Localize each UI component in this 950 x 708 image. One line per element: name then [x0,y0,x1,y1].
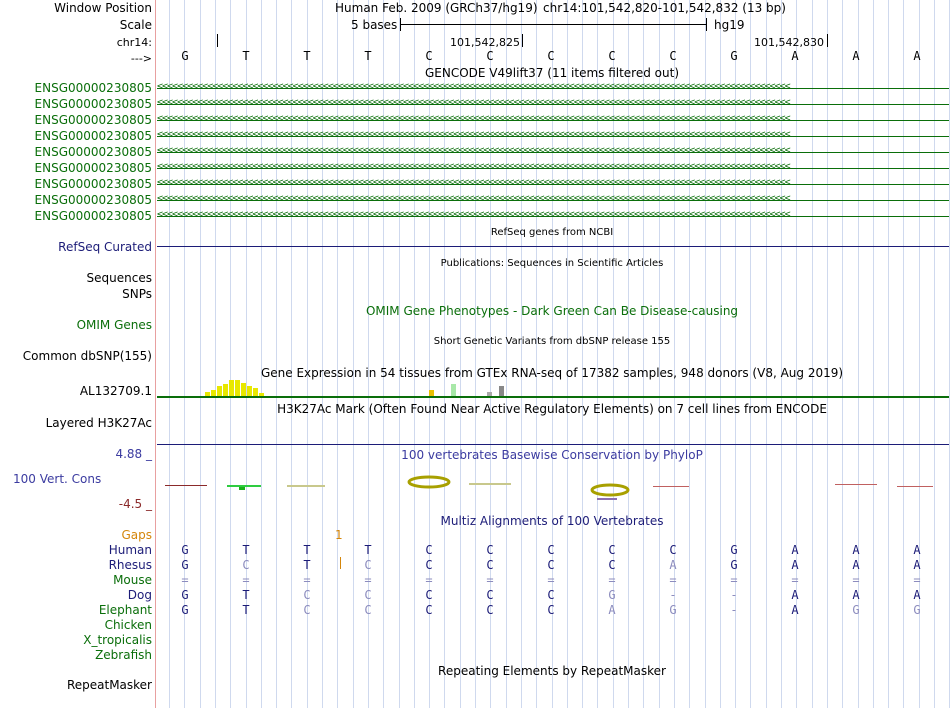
repeatmasker-track-title: Repeating Elements by RepeatMasker [438,664,666,678]
alignment-base: = [791,573,799,587]
gtex-track-title: Gene Expression in 54 tissues from GTEx RNA-seq of 17382 samples, 948 donors (V8, Aug 2019) [260,366,844,380]
alignment-base: A [913,588,921,602]
phylop-conservation-plot[interactable] [157,472,949,506]
alignment-base: C [486,543,494,557]
alignment-base: = [730,573,738,587]
gtex-tissue-bar[interactable] [229,380,234,396]
strand-direction-arrows: <<<<<<<<<<<<<<<<<<<<<<<<<<<<<<<<<<<<<<<<<<<<<<<<<<<<<<<<<<<<<<<<<<<<<<<<<<<<<<<<<<<<<<<<<<<<<<<<<<<<<<<<<<<<<<<<<<<<<<<<<<<<<< [157,163,790,172]
gencode-gene-feature[interactable] [157,211,949,223]
scale-bar [400,24,706,25]
species-label-zebrafish[interactable]: Zebrafish [95,648,152,662]
alignment-base: C [669,543,677,557]
omim-track-title: OMIM Gene Phenotypes - Dark Green Can Be Disease-causing [365,304,739,318]
ruler-tick-2 [522,34,523,47]
alignment-base: A [913,543,921,557]
alignment-base: A [791,558,799,572]
alignment-base: T [242,603,250,617]
alignment-base: C [608,558,616,572]
ref-base: C [425,49,433,63]
publications-track-title: Publications: Sequences in Scientific Articles [440,258,664,269]
alignment-base: G [181,588,189,602]
alignment-base: C [303,588,311,602]
alignment-base: - [730,603,738,617]
omim-genes-label[interactable]: OMIM Genes [76,318,152,332]
alignment-base: C [547,558,555,572]
alignment-base: G [730,558,738,572]
scale-bar-right-tick [706,18,707,31]
strand-direction-arrows: <<<<<<<<<<<<<<<<<<<<<<<<<<<<<<<<<<<<<<<<<<<<<<<<<<<<<<<<<<<<<<<<<<<<<<<<<<<<<<<<<<<<<<<<<<<<<<<<<<<<<<<<<<<<<<<<<<<<<<<<<<<<<< [157,195,790,204]
gencode-gene-label[interactable]: ENSG00000230805 [34,97,152,111]
alignment-base: C [364,558,372,572]
refseq-gene-line[interactable] [157,246,949,247]
h3k27ac-baseline [157,444,949,445]
gencode-gene-feature[interactable] [157,163,949,175]
gencode-gene-feature[interactable] [157,179,949,191]
phylop-mark [469,483,511,485]
gencode-gene-label[interactable]: ENSG00000230805 [34,209,152,223]
strand-direction-arrows: <<<<<<<<<<<<<<<<<<<<<<<<<<<<<<<<<<<<<<<<<<<<<<<<<<<<<<<<<<<<<<<<<<<<<<<<<<<<<<<<<<<<<<<<<<<<<<<<<<<<<<<<<<<<<<<<<<<<<<<<<<<<<< [157,179,790,188]
gtex-gene-line [157,396,949,398]
alignment-base: C [547,588,555,602]
alignment-base: C [425,558,433,572]
alignment-base: C [303,603,311,617]
gtex-tissue-bar[interactable] [247,386,252,396]
alignment-base: A [852,543,860,557]
phylop-mark [165,485,207,486]
gencode-gene-label[interactable]: ENSG00000230805 [34,113,152,127]
alignment-base: A [791,588,799,602]
window-position-label: Window Position [54,1,152,15]
species-label-human[interactable]: Human [108,543,152,557]
ref-base: T [242,49,250,63]
sequences-label[interactable]: Sequences [86,271,152,285]
alignment-base: T [364,543,372,557]
dbsnp-track-title: Short Genetic Variants from dbSNP release 155 [433,336,671,347]
phylop-min-value: -4.5 _ [118,497,152,511]
gtex-tissue-bar[interactable] [223,384,228,396]
alignment-base: = [242,573,250,587]
alignment-base: A [791,603,799,617]
gencode-track-title: GENCODE V49lift37 (11 items filtered out) [424,66,680,80]
gencode-gene-feature[interactable] [157,99,949,111]
strand-label: ---> [130,52,152,65]
alignment-base: G [181,603,189,617]
gtex-expression-chart[interactable] [157,378,949,396]
phylop-mark [597,498,617,500]
ruler-tick-1 [217,34,218,47]
strand-direction-arrows: <<<<<<<<<<<<<<<<<<<<<<<<<<<<<<<<<<<<<<<<<<<<<<<<<<<<<<<<<<<<<<<<<<<<<<<<<<<<<<<<<<<<<<<<<<<<<<<<<<<<<<<<<<<<<<<<<<<<<<<<<<<<<< [157,99,790,108]
alignment-base: A [669,558,677,572]
multiz-track-title: Multiz Alignments of 100 Vertebrates [440,514,664,528]
ruler-coord-1: 101,542,825 [450,36,520,49]
alignment-base: = [913,573,921,587]
chrom-label: chr14: [116,36,152,49]
alignment-base: = [547,573,555,587]
ref-base: A [852,49,860,63]
strand-direction-arrows: <<<<<<<<<<<<<<<<<<<<<<<<<<<<<<<<<<<<<<<<<<<<<<<<<<<<<<<<<<<<<<<<<<<<<<<<<<<<<<<<<<<<<<<<<<<<<<<<<<<<<<<<<<<<<<<<<<<<<<<<<<<<<< [157,115,790,124]
alignment-base: C [486,558,494,572]
species-label-chicken[interactable]: Chicken [104,618,152,632]
scale-label: Scale [119,18,152,32]
alignment-base: C [547,543,555,557]
alignment-base: - [730,588,738,602]
ref-base: G [730,49,738,63]
ref-base: C [547,49,555,63]
strand-direction-arrows: <<<<<<<<<<<<<<<<<<<<<<<<<<<<<<<<<<<<<<<<<<<<<<<<<<<<<<<<<<<<<<<<<<<<<<<<<<<<<<<<<<<<<<<<<<<<<<<<<<<<<<<<<<<<<<<<<<<<<<<<<<<<<< [157,147,790,156]
ref-base: C [486,49,494,63]
strand-direction-arrows: <<<<<<<<<<<<<<<<<<<<<<<<<<<<<<<<<<<<<<<<<<<<<<<<<<<<<<<<<<<<<<<<<<<<<<<<<<<<<<<<<<<<<<<<<<<<<<<<<<<<<<<<<<<<<<<<<<<<<<<<<<<<<< [157,131,790,140]
gencode-gene-feature[interactable] [157,83,949,95]
phylop-glyph [592,485,628,495]
ref-base: G [181,49,189,63]
assembly-name: Human Feb. 2009 (GRCh37/hg19) [335,1,538,15]
ref-base: A [913,49,921,63]
ref-base: T [303,49,311,63]
alignment-base: G [181,543,189,557]
snps-label[interactable]: SNPs [122,287,152,301]
position-range[interactable]: chr14:101,542,820-101,542,832 (13 bp) [543,1,786,15]
alignment-base: C [425,603,433,617]
alignment-base: T [303,543,311,557]
phylop-mark [239,487,245,490]
gtex-tissue-bar[interactable] [499,386,504,396]
refseq-curated-label[interactable]: RefSeq Curated [58,240,152,254]
phylop-mark [653,486,689,487]
alignment-base: C [364,603,372,617]
h3k27ac-track-title: H3K27Ac Mark (Often Found Near Active Regulatory Elements) on 7 cell lines from ENCODE [277,402,827,416]
alignment-base: G [852,603,860,617]
gtex-tissue-bar[interactable] [451,384,456,396]
gencode-gene-label[interactable]: ENSG00000230805 [34,145,152,159]
phylop-mark [227,485,261,487]
alignment-base: = [364,573,372,587]
alignment-base: G [730,543,738,557]
alignment-base: C [425,543,433,557]
gap-insert-mark [340,557,341,569]
alignment-base: C [486,588,494,602]
alignment-base: C [486,603,494,617]
alignment-base: C [242,558,250,572]
scale-text: 5 bases [351,18,398,32]
alignment-base: C [608,543,616,557]
alignment-base: T [303,558,311,572]
phylop-mark [835,484,877,485]
alignment-base: = [303,573,311,587]
vert-cons-label[interactable]: 100 Vert. Cons [13,472,102,486]
alignment-base: A [852,558,860,572]
species-label-x-tropicalis[interactable]: X_tropicalis [83,633,152,647]
common-dbsnp-label[interactable]: Common dbSNP(155) [22,349,152,363]
strand-direction-arrows: <<<<<<<<<<<<<<<<<<<<<<<<<<<<<<<<<<<<<<<<<<<<<<<<<<<<<<<<<<<<<<<<<<<<<<<<<<<<<<<<<<<<<<<<<<<<<<<<<<<<<<<<<<<<<<<<<<<<<<<<<<<<<< [157,211,790,220]
alignment-base: C [364,588,372,602]
alignment-base: = [669,573,677,587]
gencode-gene-feature[interactable] [157,115,949,127]
alignment-base: C [547,603,555,617]
phylop-glyph [409,477,449,487]
alignment-base: A [913,558,921,572]
label-separator [155,0,156,708]
gtex-tissue-bar[interactable] [235,380,240,396]
gencode-gene-label[interactable]: ENSG00000230805 [34,129,152,143]
alignment-base: = [486,573,494,587]
species-label-elephant[interactable]: Elephant [98,603,152,617]
alignment-base: A [608,603,616,617]
gtex-gene-label[interactable]: AL132709.1 [79,384,152,398]
alignment-base: C [425,588,433,602]
gaps-count-mark: 1 [335,528,343,542]
alignment-base: G [181,558,189,572]
scale-bar-left-tick [400,18,401,31]
gaps-label[interactable]: Gaps [121,528,152,542]
db-name: hg19 [714,18,745,32]
ruler-tick-3 [827,34,828,47]
repeatmasker-label[interactable]: RepeatMasker [66,678,152,692]
refseq-track-title: RefSeq genes from NCBI [490,227,614,238]
alignment-base: A [852,588,860,602]
phylop-mark [287,485,325,487]
species-label-mouse[interactable]: Mouse [113,573,152,587]
gtex-tissue-bar[interactable] [217,386,222,396]
ref-base: T [364,49,372,63]
species-label-rhesus[interactable]: Rhesus [108,558,152,572]
gencode-gene-feature[interactable] [157,131,949,143]
alignment-base: G [669,603,677,617]
alignment-base: = [608,573,616,587]
gencode-gene-label[interactable]: ENSG00000230805 [34,161,152,175]
alignment-base: A [791,543,799,557]
ref-base: C [669,49,677,63]
alignment-base: = [181,573,189,587]
phylop-mark [897,486,933,487]
phylop-track-title: 100 vertebrates Basewise Conservation by PhyloP [401,448,703,462]
ref-base: C [608,49,616,63]
ruler-coord-2: 101,542,830 [754,36,824,49]
gencode-gene-label[interactable]: ENSG00000230805 [34,193,152,207]
gencode-gene-feature[interactable] [157,195,949,207]
gencode-gene-label[interactable]: ENSG00000230805 [34,81,152,95]
alignment-base: = [852,573,860,587]
alignment-base: G [913,603,921,617]
alignment-base: = [425,573,433,587]
gencode-gene-label[interactable]: ENSG00000230805 [34,177,152,191]
strand-direction-arrows: <<<<<<<<<<<<<<<<<<<<<<<<<<<<<<<<<<<<<<<<<<<<<<<<<<<<<<<<<<<<<<<<<<<<<<<<<<<<<<<<<<<<<<<<<<<<<<<<<<<<<<<<<<<<<<<<<<<<<<<<<<<<<< [157,83,790,92]
alignment-base: G [608,588,616,602]
ref-base: A [791,49,799,63]
alignment-base: T [242,588,250,602]
gencode-gene-feature[interactable] [157,147,949,159]
gtex-tissue-bar[interactable] [253,388,258,396]
phylop-max-value: 4.88 _ [115,447,152,461]
alignment-base: - [669,588,677,602]
alignment-base: T [242,543,250,557]
layered-h3k27ac-label[interactable]: Layered H3K27Ac [45,416,152,430]
gtex-tissue-bar[interactable] [241,383,246,396]
species-label-dog[interactable]: Dog [127,588,152,602]
